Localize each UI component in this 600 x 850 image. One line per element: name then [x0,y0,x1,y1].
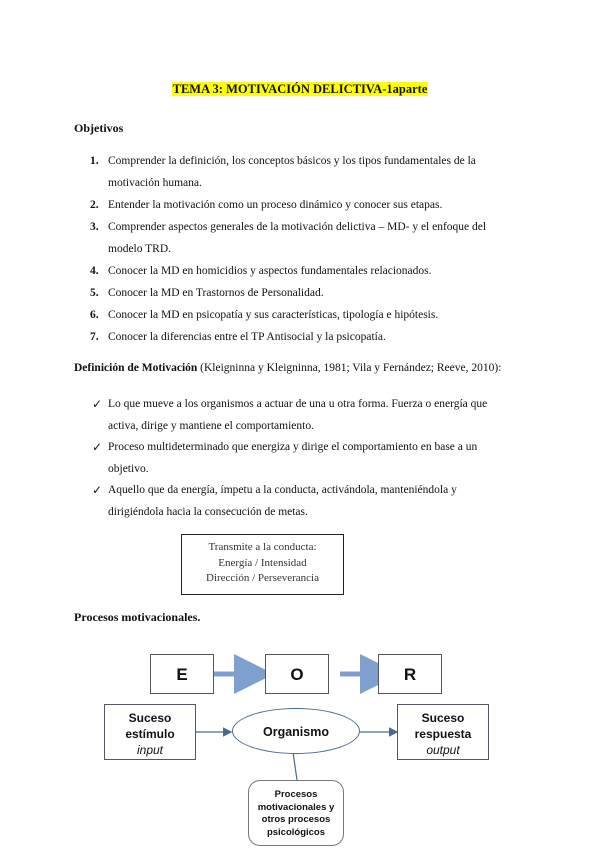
title-text: TEMA 3: MOTIVACIÓN DELICTIVA-1aparte [172,82,428,96]
list-item: 6. Conocer la MD en psicopatía y sus características, tipología e hipótesis. [90,309,439,321]
organismo-oval: Organismo [232,708,360,754]
box-line: Dirección / Perseverancia [206,572,319,584]
list-item: ✓ Lo que mueve a los organismos a actuar de una u otra forma. Fuerza o energía que activa, dirige y mantiene el comportamiento. [92,394,532,437]
letter-box-o: O [265,654,329,694]
list-item: 7. Conocer la diferencias entre el TP Antisocial y la psicopatía. [90,331,386,343]
check-icon: ✓ [92,483,103,497]
respuesta-box: Suceso respuesta output [397,704,489,760]
list-item: ✓ Proceso multideterminado que energiza y dirige el comportamiento en base a un objetivo. [92,437,532,480]
list-item: 5. Conocer la MD en Trastornos de Personalidad. [90,287,324,299]
procesos-box: Procesos motivacionales y otros procesos psicológicos [248,780,344,846]
list-item: 4. Conocer la MD en homicidios y aspectos fundamentales relacionados. [90,265,432,277]
definicion-paragraph [74,362,544,374]
definiciones-list [92,394,532,523]
list-item: ✓ Aquello que da energía, ímpetu a la conducta, activándola, manteniéndola y dirigiéndola hacia la consecución de metas. [92,480,532,523]
box-line: Transmite a la conducta: [208,541,317,553]
letter-box-e: E [150,654,214,694]
estimulo-box: Suceso estímulo input [104,704,196,760]
objetivos-heading: Objetivos [74,121,124,135]
letter-box-r: R [378,654,442,694]
definicion-heading: Definición de Motivación [74,362,198,374]
procesos-heading: Procesos motivacionales. [74,610,201,624]
connector-organismo-procesos [293,752,297,780]
check-icon: ✓ [92,397,103,411]
objetivos-list [90,150,530,348]
list-item: 3. Comprender aspectos generales de la motivación delictiva – MD- y el enfoque del modelo TRD. [90,221,487,255]
definicion-citation: (Kleigninna y Kleigninna, 1981; Vila y Fernández; Reeve, 2010): [197,362,502,374]
list-item: 1. Comprender la definición, los conceptos básicos y los tipos fundamentales de la motivación humana. [90,155,476,189]
check-icon: ✓ [92,440,103,454]
summary-box [181,534,344,595]
list-item: 2. Entender la motivación como un proceso dinámico y conocer sus etapas. [90,199,443,211]
box-line: Energía / Intensidad [218,556,307,569]
page-title [0,82,600,97]
